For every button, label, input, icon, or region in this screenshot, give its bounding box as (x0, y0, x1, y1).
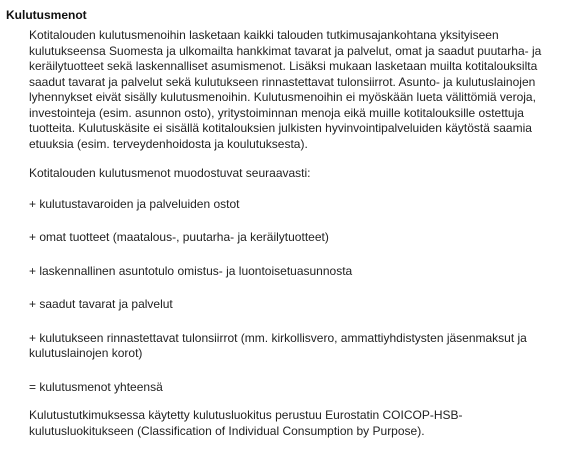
intro-paragraph: Kotitalouden kulutusmenoihin lasketaan kaikki talouden tutkimusajankohtana yksityiseen kulutukseensa Suomesta ja ulkomailta hankkimat tavarat ja palvelut, omat ja saadut puutarha- ja keräilytuotteet sekä laskennalliset asumismenot. Lisäksi mukaan lasketaan muilta kotitalouksilta saadut tavarat ja palvelut sekä kulutukseen rinnastettavat tulonsiirrot. Asunto- ja kulutuslainojen lyhennykset eivät sisälly kulutusmenoihin. Kulutusmenoihin ei myöskään lueta välittömiä veroja, investointeja (esim. asunnon osto), yritystoiminnan menoja eikä muille kotitalouksille ostettuja tuotteita. Kulutuskäsite ei sisällä kotitalouksien julkisten hyvinvointipalveluiden käytöstä saamia etuuksia (esim. terveydenhoidosta ja koulutuksesta). (29, 28, 542, 151)
page-title: Kulutusmenot (6, 8, 87, 22)
formula-item: + omat tuotteet (maatalous-, puutarha- ja keräilytuotteet) (29, 230, 329, 244)
classification-note: Kulutustutkimuksessa käytetty kulutusluokitus perustuu Eurostatin COICOP-HSB-kulutusluokitukseen (Classification of Individual Consumption by Purpose). (29, 408, 463, 438)
formula-total: = kulutusmenot yhteensä (29, 379, 163, 394)
formula-item: + saadut tavarat ja palvelut (29, 297, 173, 311)
formula-item: + kulutustavaroiden ja palveluiden ostot (29, 196, 240, 211)
formula-item: + laskennallinen asuntotulo omistus- ja luontoisetuasunnosta (29, 263, 353, 278)
formula-item: + kulutukseen rinnastettavat tulonsiirrot (mm. kirkollisvero, ammattiyhdistysten jäsenmaksut ja kulutuslainojen korot) (29, 330, 527, 360)
definition-content (29, 28, 549, 439)
formula-lead-text: Kotitalouden kulutusmenot muodostuvat seuraavasti: (29, 166, 311, 180)
formula-item-list (29, 197, 549, 362)
